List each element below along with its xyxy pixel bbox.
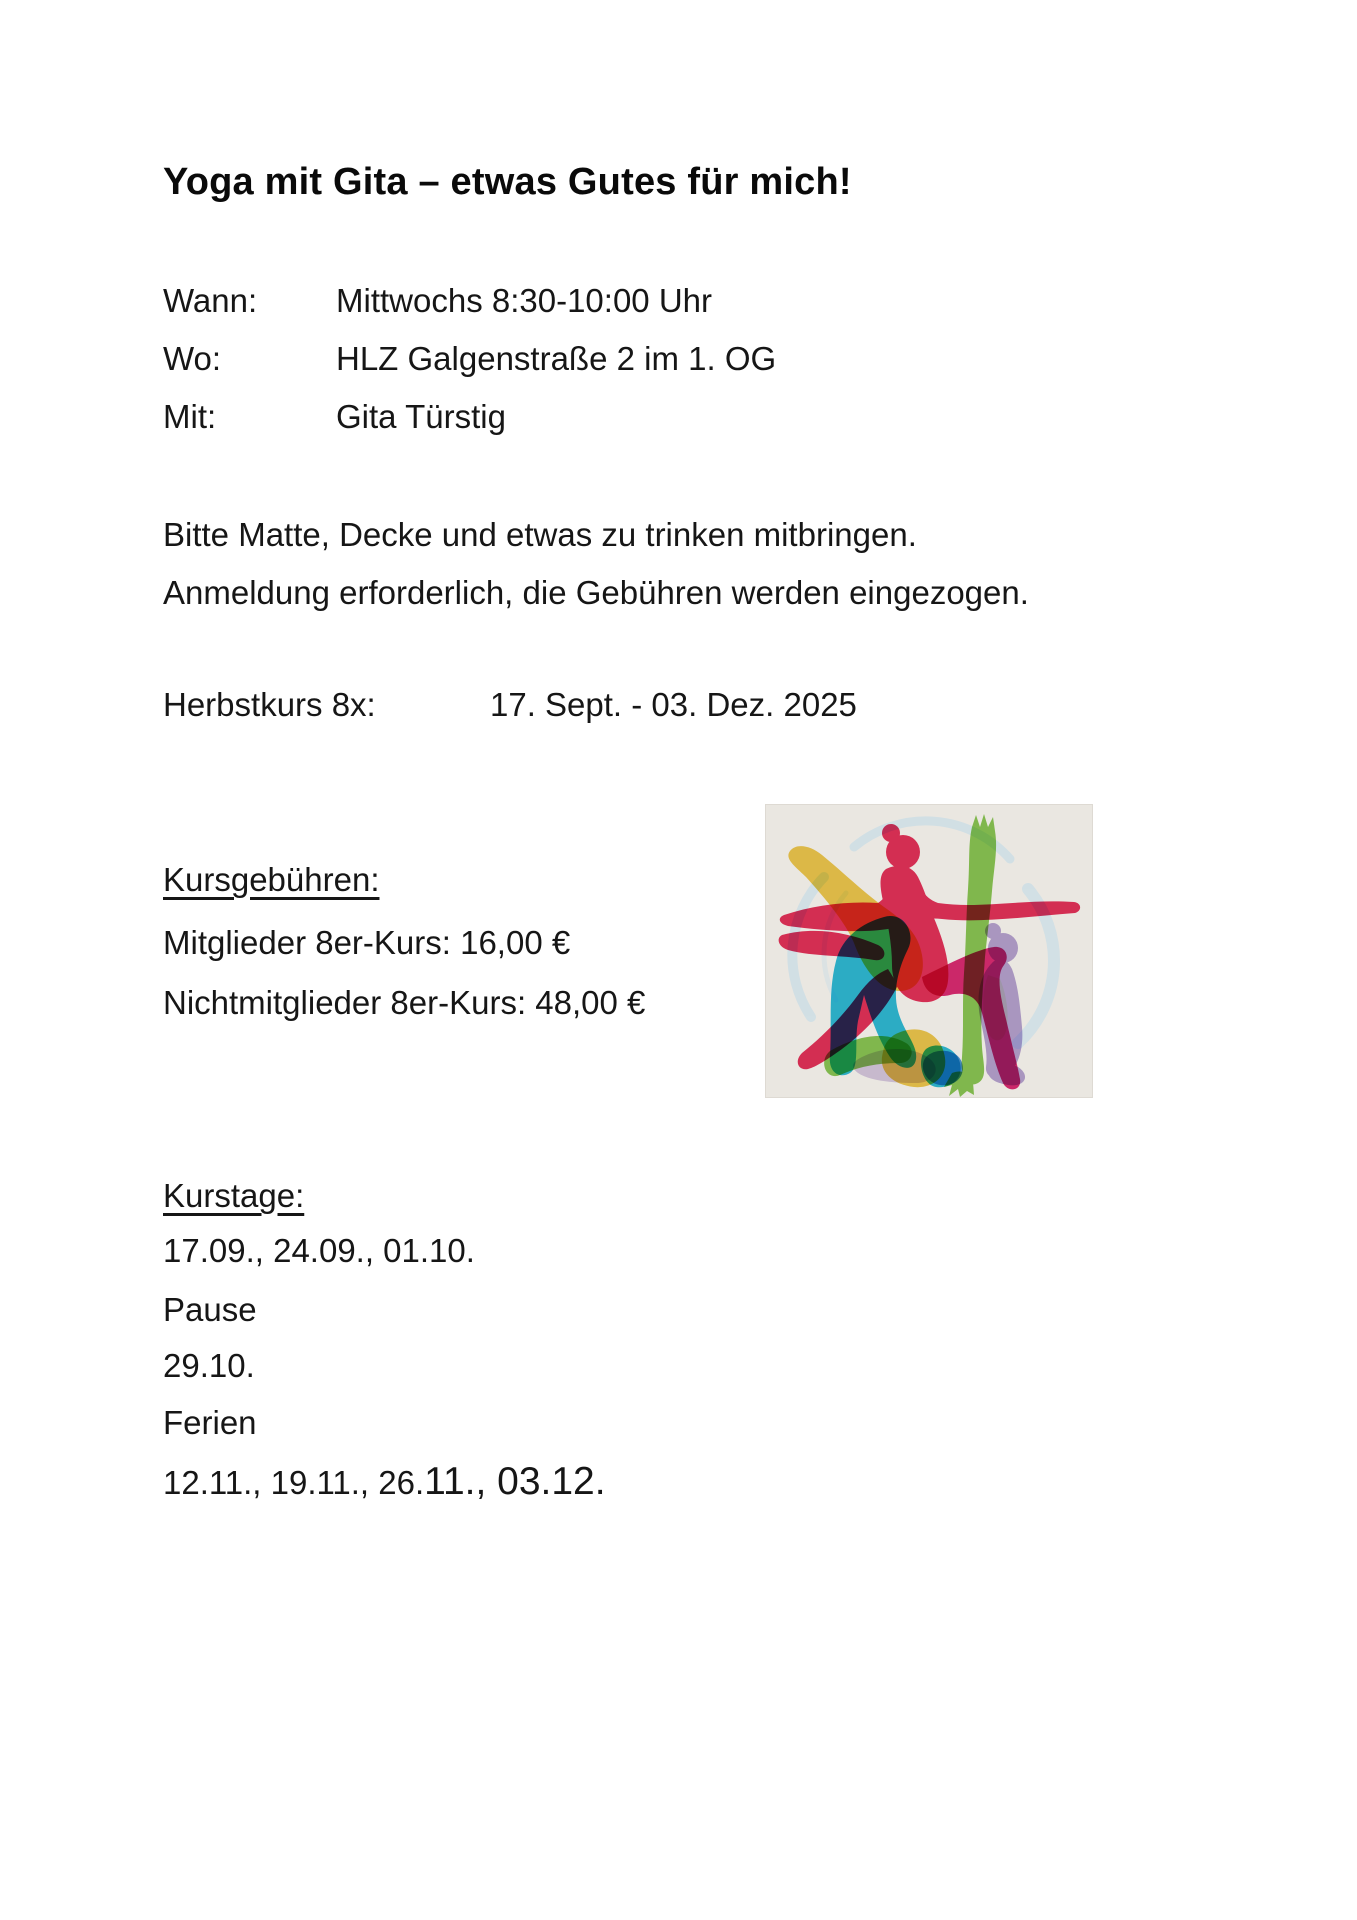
info-label-mit: Mit:	[163, 398, 217, 435]
course-dates: 17. Sept. - 03. Dez. 2025	[490, 686, 857, 723]
fee-member: Mitglieder 8er-Kurs: 16,00 €	[163, 924, 571, 961]
info-label-wann: Wann:	[163, 282, 258, 319]
info-label-wo: Wo:	[163, 340, 222, 377]
schedule-pause-label: Pause	[163, 1291, 257, 1328]
page-title: Yoga mit Gita – etwas Gutes für mich!	[163, 161, 852, 203]
info-value-mit: Gita Türstig	[336, 398, 506, 435]
info-value-wo: HLZ Galgenstraße 2 im 1. OG	[336, 340, 777, 377]
red-hair-bun	[882, 824, 900, 842]
course-label: Herbstkurs 8x:	[163, 686, 376, 723]
note-bring-items: Bitte Matte, Decke und etwas zu trinken mitbringen.	[163, 516, 917, 553]
info-value-wann: Mittwochs 8:30-10:00 Uhr	[336, 282, 713, 319]
schedule-dates-final-normal: 12.11., 19.11., 26.	[163, 1464, 425, 1501]
schedule-dates-final	[163, 1462, 606, 1502]
yoga-illustration	[766, 805, 1092, 1097]
yoga-illustration-svg	[766, 805, 1092, 1097]
note-registration: Anmeldung erforderlich, die Gebühren werden eingezogen.	[163, 574, 1029, 611]
schedule-dates-final-large: 11., 03.12.	[424, 1460, 606, 1503]
schedule-heading: Kurstage:	[163, 1177, 305, 1214]
schedule-pause-date: 29.10.	[163, 1347, 255, 1384]
schedule-dates-1: 17.09., 24.09., 01.10.	[163, 1232, 475, 1269]
fee-nonmember: Nichtmitglieder 8er-Kurs: 48,00 €	[163, 984, 646, 1021]
purple-hair-bun	[985, 923, 1001, 939]
schedule-ferien-label: Ferien	[163, 1404, 257, 1441]
fees-heading: Kursgebühren:	[163, 861, 380, 898]
